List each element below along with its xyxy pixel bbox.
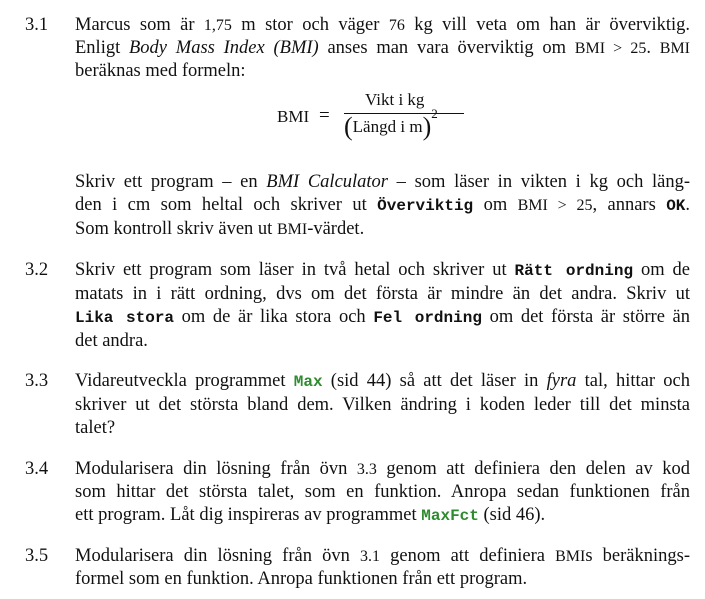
text-line: Enligt Body Mass Index (BMI) anses man vara överviktig om BMI > 25. BMI	[75, 38, 690, 58]
text-line: Vidareutveckla programmet Max (sid 44) så att det läser in fyra tal, hittar och	[75, 371, 690, 391]
styled-term: BMI > 25	[574, 40, 647, 57]
text-line: det andra.	[75, 331, 148, 351]
styled-term: 1,75	[203, 17, 232, 34]
formula-denominator: Längd i m	[352, 117, 423, 136]
exercise-text	[75, 545, 690, 591]
formula-lhs: BMI	[277, 107, 310, 126]
code-term: Fel ordning	[373, 309, 482, 327]
code-term: Lika stora	[75, 309, 175, 327]
exercise-number: 3.4	[25, 459, 49, 479]
text-line: beräknas med formeln:	[75, 61, 246, 81]
exercise-text	[75, 171, 690, 241]
styled-term: 3.3	[356, 461, 377, 478]
text-line: Lika stora om de är lika stora och Fel ordning om det första är större än	[75, 307, 691, 327]
text-line: formel som en funktion. Anropa funktionen från ett program.	[75, 569, 528, 589]
exercise-number: 3.2	[25, 260, 49, 280]
text-line: Modularisera din lösning från övn 3.1 genom att definiera BMIs beräknings-	[75, 546, 690, 566]
styled-term: 3.1	[359, 548, 380, 565]
code-term: Överviktig	[377, 197, 474, 215]
text-line: ett program. Låt dig inspireras av programmet MaxFct (sid 46).	[75, 505, 546, 525]
text-line: Som kontroll skriv även ut BMI-värdet.	[75, 219, 365, 239]
styled-term: BMI	[555, 548, 586, 565]
formula-denominator-group	[344, 106, 438, 141]
bmi-formula	[270, 88, 470, 150]
fraction-bar	[344, 113, 464, 114]
styled-term: BMI	[659, 40, 690, 57]
styled-term: BMI	[276, 221, 308, 238]
exercise-text	[75, 14, 690, 83]
styled-term: fyra	[546, 371, 577, 391]
text-line: Modularisera din lösning från övn 3.3 genom att definiera den delen av kod	[75, 459, 690, 479]
formula-numerator: Vikt i kg	[365, 90, 425, 109]
text-line: Marcus som är 1,75 m stor och väger 76 kg vill veta om han är överviktig.	[75, 15, 690, 35]
text-line: den i cm som heltal och skriver ut Överviktig om BMI > 25, annars OK.	[75, 195, 691, 215]
text-line: som hittar det största talet, som en funktion. Anropa sedan funktionen från	[75, 482, 690, 502]
paren-close: )	[422, 112, 432, 141]
styled-term: Body Mass Index (BMI)	[129, 38, 319, 58]
styled-term: BMI > 25	[517, 197, 593, 214]
formula-exponent: 2	[431, 106, 438, 121]
paren-open: (	[344, 112, 353, 141]
text-line: skriver ut det största bland dem. Vilken ändring i koden leder till det minsta	[75, 395, 690, 415]
exercise-number: 3.5	[25, 546, 49, 566]
formula-equals: =	[319, 105, 330, 126]
text-line: Skriv ett program som läser in två hetal och skriver ut Rätt ordning om de	[75, 260, 691, 280]
styled-term: 76	[388, 17, 405, 34]
text-line: Skriv ett program – en BMI Calculator – som läser in vikten i kg och läng-	[75, 172, 691, 192]
code-term: Max	[293, 373, 323, 391]
code-term: OK	[666, 197, 686, 215]
text-line: talet?	[75, 418, 116, 438]
exercise-text	[75, 370, 690, 440]
styled-term: BMI Calculator	[266, 172, 389, 192]
text-line: matats in i rätt ordning, dvs om det första är mindre än det andra. Skriv ut	[75, 284, 690, 304]
code-term: MaxFct	[421, 507, 479, 525]
exercise-text	[75, 458, 690, 528]
code-term: Rätt ordning	[514, 262, 634, 280]
exercise-number: 3.1	[25, 15, 49, 35]
exercise-text	[75, 259, 690, 353]
exercise-number: 3.3	[25, 371, 49, 391]
